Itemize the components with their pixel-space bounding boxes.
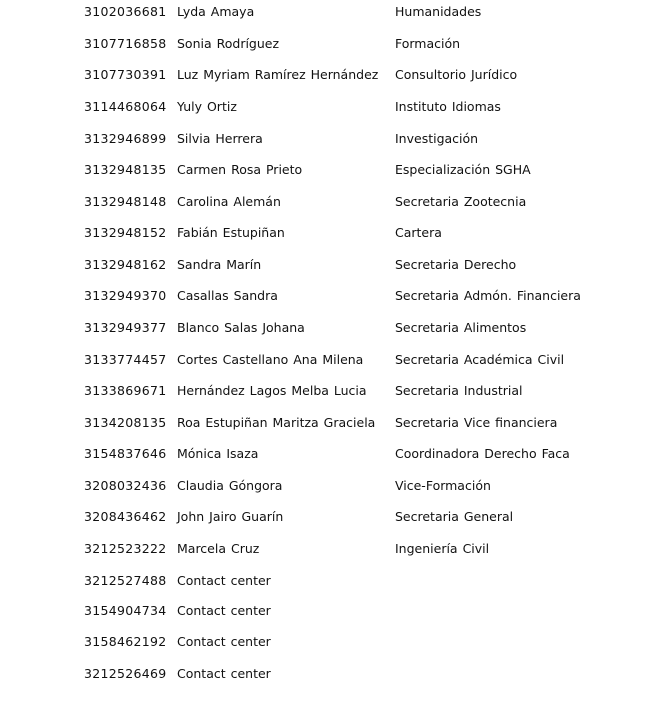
contact-name: Blanco Salas Johana bbox=[177, 320, 305, 335]
contact-name: Yuly Ortiz bbox=[177, 99, 237, 114]
directory-row bbox=[0, 318, 664, 338]
directory-row bbox=[0, 65, 664, 85]
contact-name: Cortes Castellano Ana Milena bbox=[177, 352, 364, 367]
phone-number: 3132948148 bbox=[84, 194, 167, 209]
phone-number: 3107730391 bbox=[84, 67, 167, 82]
phone-number: 3132949377 bbox=[84, 320, 167, 335]
department: Secretaria Industrial bbox=[395, 383, 523, 398]
phone-number: 3114468064 bbox=[84, 99, 167, 114]
phone-number: 3154904734 bbox=[84, 603, 167, 618]
contact-name: Contact center bbox=[177, 603, 271, 618]
directory-row bbox=[0, 192, 664, 212]
department: Secretaria Alimentos bbox=[395, 320, 527, 335]
contact-name: John Jairo Guarín bbox=[177, 509, 284, 524]
phone-number: 3132946899 bbox=[84, 131, 167, 146]
department: Vice-Formación bbox=[395, 478, 491, 493]
contact-name: Mónica Isaza bbox=[177, 446, 259, 461]
directory-row bbox=[0, 350, 664, 370]
directory-row bbox=[0, 160, 664, 180]
directory-row bbox=[0, 223, 664, 243]
directory-row bbox=[0, 34, 664, 54]
department: Formación bbox=[395, 36, 461, 51]
department: Secretaria Zootecnia bbox=[395, 194, 527, 209]
department: Secretaria Admón. Financiera bbox=[395, 288, 581, 303]
contact-name: Casallas Sandra bbox=[177, 288, 278, 303]
phone-number: 3132948135 bbox=[84, 162, 167, 177]
department: Secretaria Académica Civil bbox=[395, 352, 565, 367]
directory-row bbox=[0, 444, 664, 464]
contact-name: Luz Myriam Ramírez Hernández bbox=[177, 67, 379, 82]
phone-number: 3208032436 bbox=[84, 478, 167, 493]
contact-name: Marcela Cruz bbox=[177, 541, 260, 556]
phone-number: 3132948162 bbox=[84, 257, 167, 272]
phone-number: 3132949370 bbox=[84, 288, 167, 303]
directory-row bbox=[0, 632, 664, 652]
contact-name: Lyda Amaya bbox=[177, 4, 255, 19]
phone-number: 3212523222 bbox=[84, 541, 167, 556]
directory-row bbox=[0, 97, 664, 117]
phone-number: 3133869671 bbox=[84, 383, 167, 398]
department: Cartera bbox=[395, 225, 442, 240]
department: Secretaria Vice financiera bbox=[395, 415, 558, 430]
department: Especialización SGHA bbox=[395, 162, 531, 177]
directory-row bbox=[0, 539, 664, 559]
contact-name: Contact center bbox=[177, 634, 271, 649]
contact-name: Contact center bbox=[177, 573, 271, 588]
department: Instituto Idiomas bbox=[395, 99, 501, 114]
phone-number: 3132948152 bbox=[84, 225, 167, 240]
phone-number: 3102036681 bbox=[84, 4, 167, 19]
directory-row bbox=[0, 286, 664, 306]
contact-name: Carolina Alemán bbox=[177, 194, 281, 209]
phone-number: 3208436462 bbox=[84, 509, 167, 524]
contact-name: Silvia Herrera bbox=[177, 131, 263, 146]
phone-number: 3212527488 bbox=[84, 573, 167, 588]
department: Investigación bbox=[395, 131, 479, 146]
contact-name: Hernández Lagos Melba Lucia bbox=[177, 383, 367, 398]
directory-row bbox=[0, 413, 664, 433]
phone-number: 3134208135 bbox=[84, 415, 167, 430]
contact-name: Contact center bbox=[177, 666, 271, 681]
contact-name: Fabián Estupiñan bbox=[177, 225, 285, 240]
department: Ingeniería Civil bbox=[395, 541, 490, 556]
phone-number: 3154837646 bbox=[84, 446, 167, 461]
contact-name: Roa Estupiñan Maritza Graciela bbox=[177, 415, 376, 430]
department: Coordinadora Derecho Faca bbox=[395, 446, 570, 461]
department: Secretaria General bbox=[395, 509, 514, 524]
department: Secretaria Derecho bbox=[395, 257, 517, 272]
directory-row bbox=[0, 129, 664, 149]
directory-row bbox=[0, 476, 664, 496]
contact-name: Sandra Marín bbox=[177, 257, 262, 272]
directory-row bbox=[0, 2, 664, 22]
directory-row bbox=[0, 381, 664, 401]
directory-row bbox=[0, 255, 664, 275]
phone-number: 3133774457 bbox=[84, 352, 167, 367]
contact-name: Sonia Rodríguez bbox=[177, 36, 280, 51]
directory-row bbox=[0, 507, 664, 527]
department: Consultorio Jurídico bbox=[395, 67, 518, 82]
contact-name: Carmen Rosa Prieto bbox=[177, 162, 303, 177]
contact-name: Claudia Góngora bbox=[177, 478, 283, 493]
phone-number: 3107716858 bbox=[84, 36, 167, 51]
phone-number: 3158462192 bbox=[84, 634, 167, 649]
directory-row bbox=[0, 571, 664, 591]
directory-row bbox=[0, 601, 664, 621]
directory-row bbox=[0, 664, 664, 684]
department: Humanidades bbox=[395, 4, 482, 19]
phone-number: 3212526469 bbox=[84, 666, 167, 681]
